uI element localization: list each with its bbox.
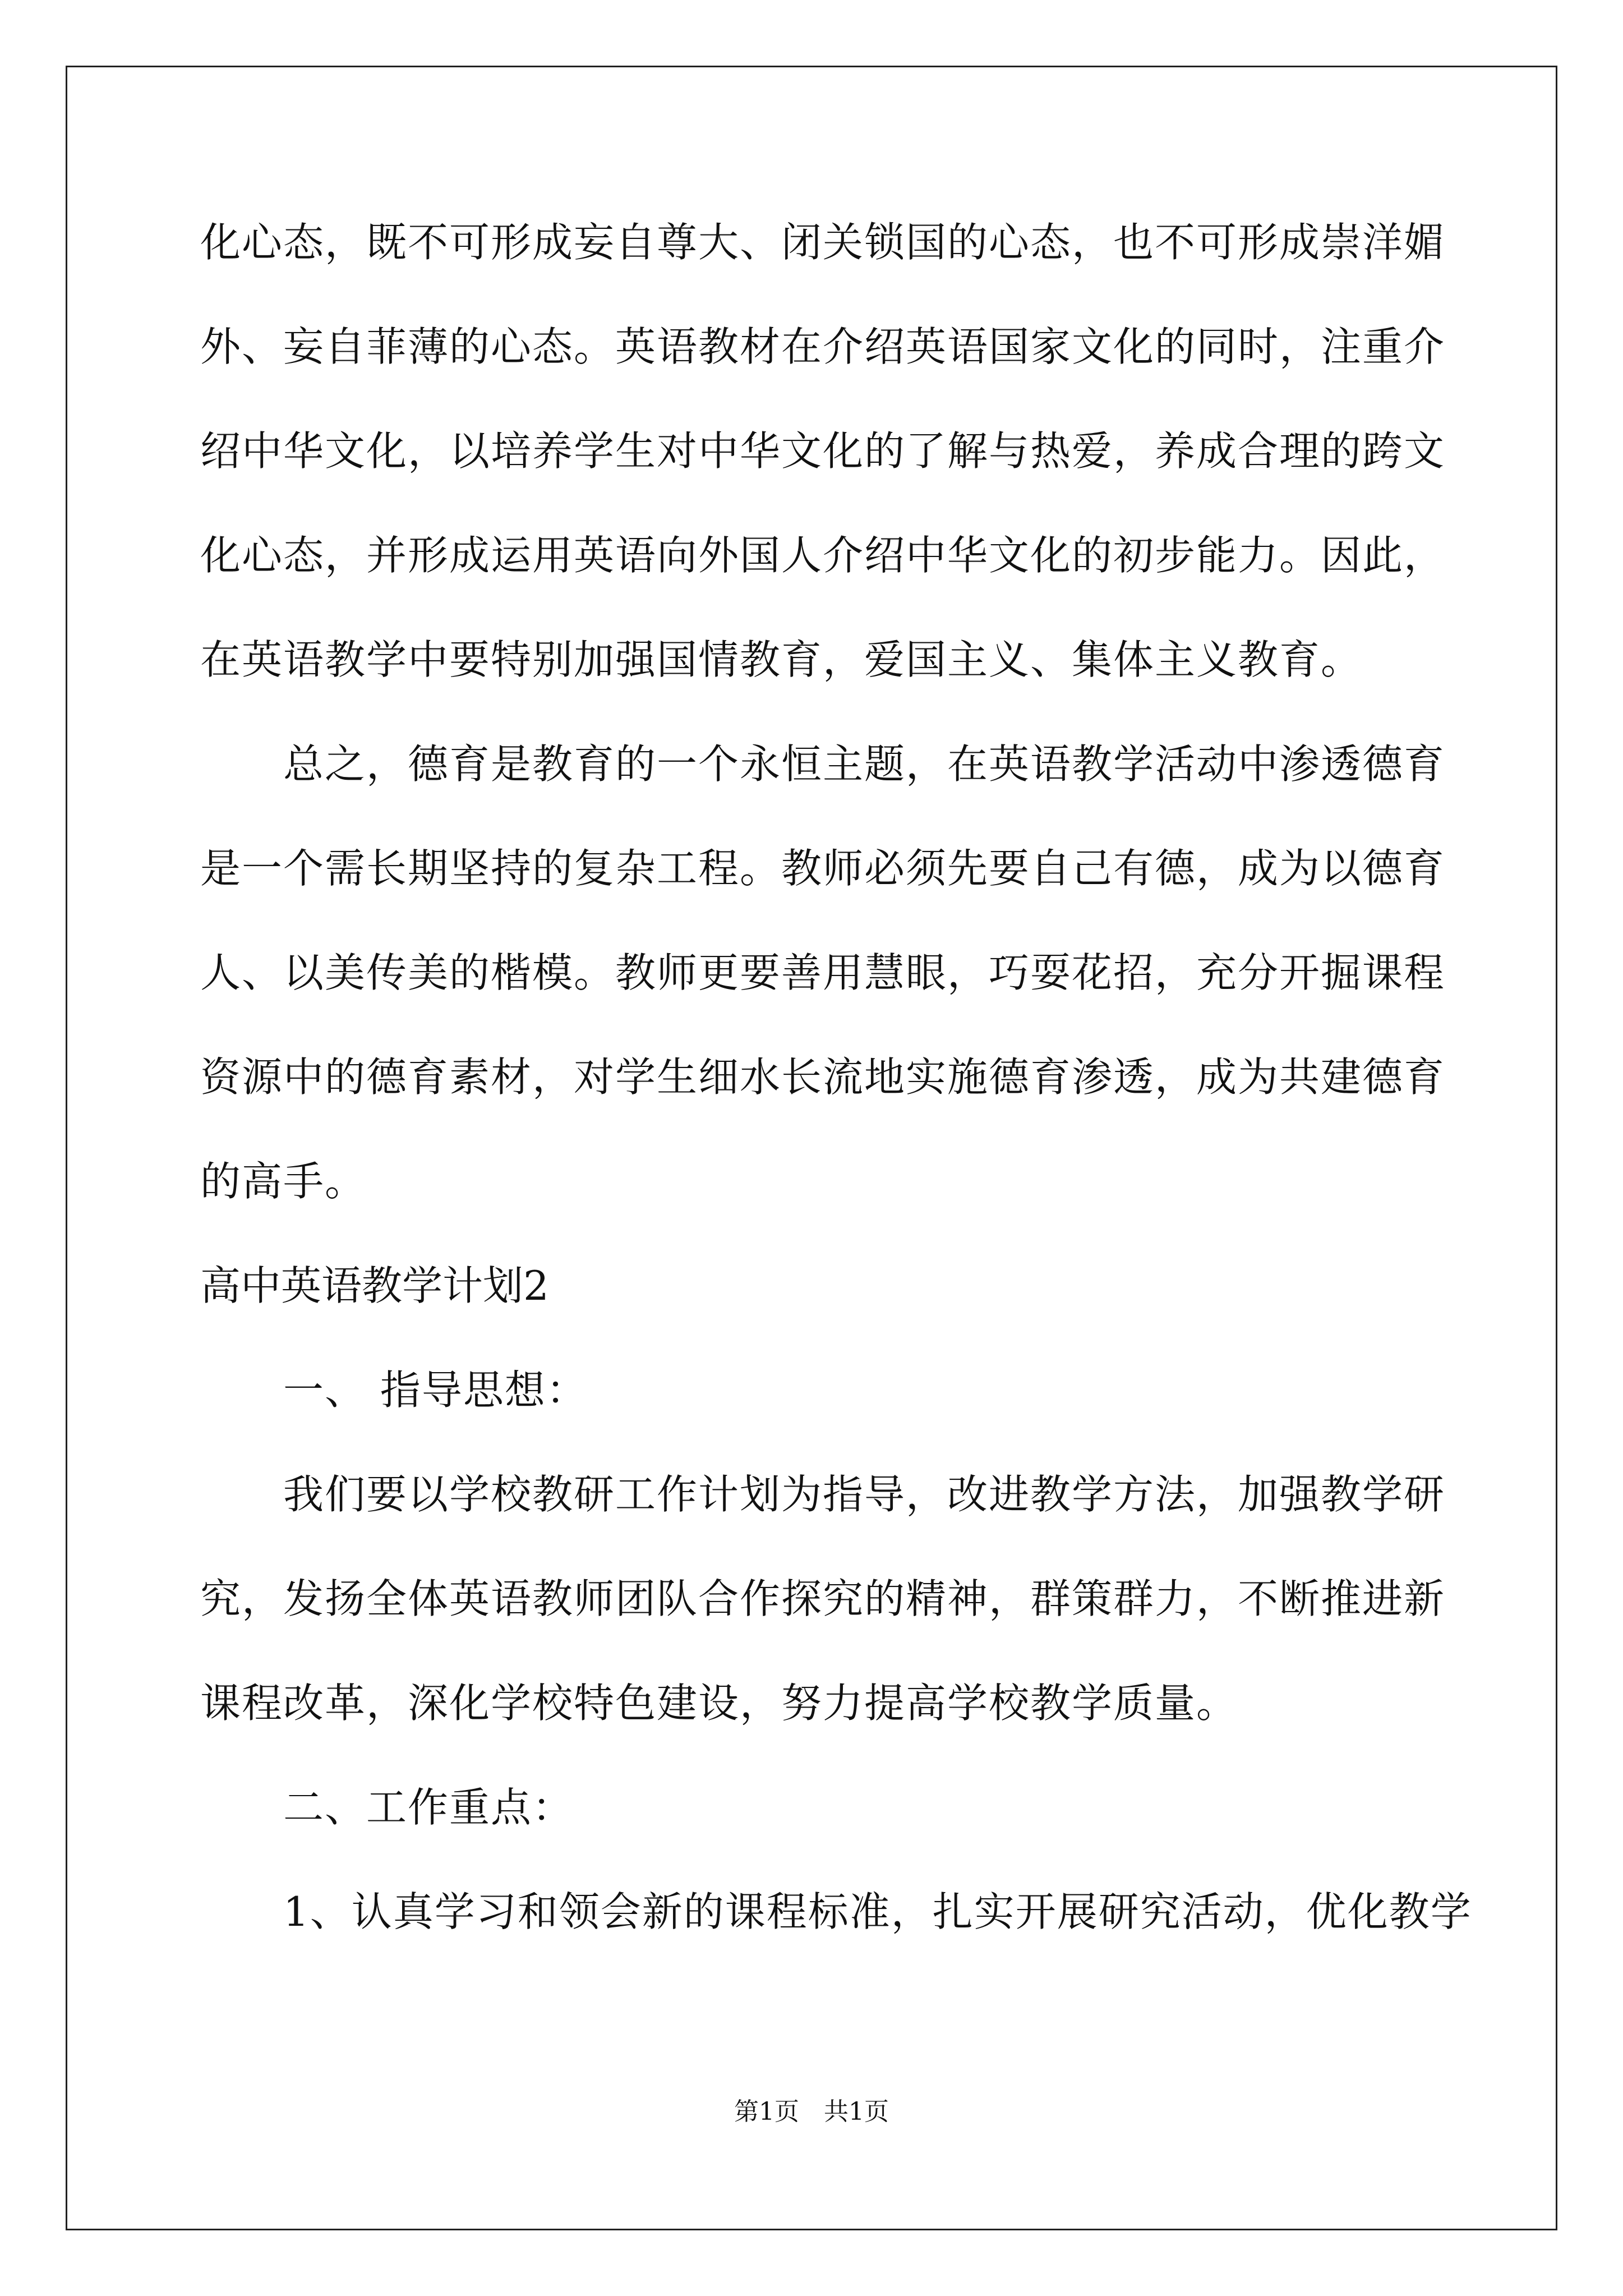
text-line: 是一个需长期坚持的复杂工程。教师必须先要自己有德，成为以德育 xyxy=(200,845,1446,892)
subsection-heading: 一、 指导思想： xyxy=(283,1366,588,1414)
text-line: 人、以美传美的楷模。教师更要善用慧眼，巧耍花招，充分开掘课程 xyxy=(200,949,1446,996)
page-number: 第1页 共1页 xyxy=(734,2097,889,2126)
text-line: 外、妄自菲薄的心态。英语教材在介绍英语国家文化的同时，注重介 xyxy=(200,323,1446,370)
subsection-heading: 二、工作重点： xyxy=(283,1784,574,1831)
list-item: 1、认真学习和领会新的课程标准，扎实开展研究活动，优化教学 xyxy=(283,1888,1472,1935)
text-line: 资源中的德育素材，对学生细水长流地实施德育渗透，成为共建德育 xyxy=(200,1053,1446,1101)
paragraph-first-line: 总之，德育是教育的一个永恒主题，在英语教学活动中渗透德育 xyxy=(283,740,1446,788)
text-line: 的高手。 xyxy=(200,1158,367,1205)
text-line: 化心态，既不可形成妄自尊大、闭关锁国的心态，也不可形成崇洋媚 xyxy=(200,219,1446,266)
text-line: 究，发扬全体英语教师团队合作探究的精神，群策群力，不断推进新 xyxy=(200,1575,1446,1622)
text-line: 课程改革，深化学校特色建设，努力提高学校教学质量。 xyxy=(200,1680,1238,1727)
paragraph-first-line: 我们要以学校教研工作计划为指导，改进教学方法，加强教学研 xyxy=(283,1471,1446,1518)
text-line: 在英语教学中要特别加强国情教育，爱国主义、集体主义教育。 xyxy=(200,636,1363,683)
text-line: 化心态，并形成运用英语向外国人介绍中华文化的初步能力。因此， xyxy=(200,532,1446,579)
section-title: 高中英语教学计划2 xyxy=(200,1262,549,1309)
text-line: 绍中华文化，以培养学生对中华文化的了解与热爱，养成合理的跨文 xyxy=(200,427,1446,475)
